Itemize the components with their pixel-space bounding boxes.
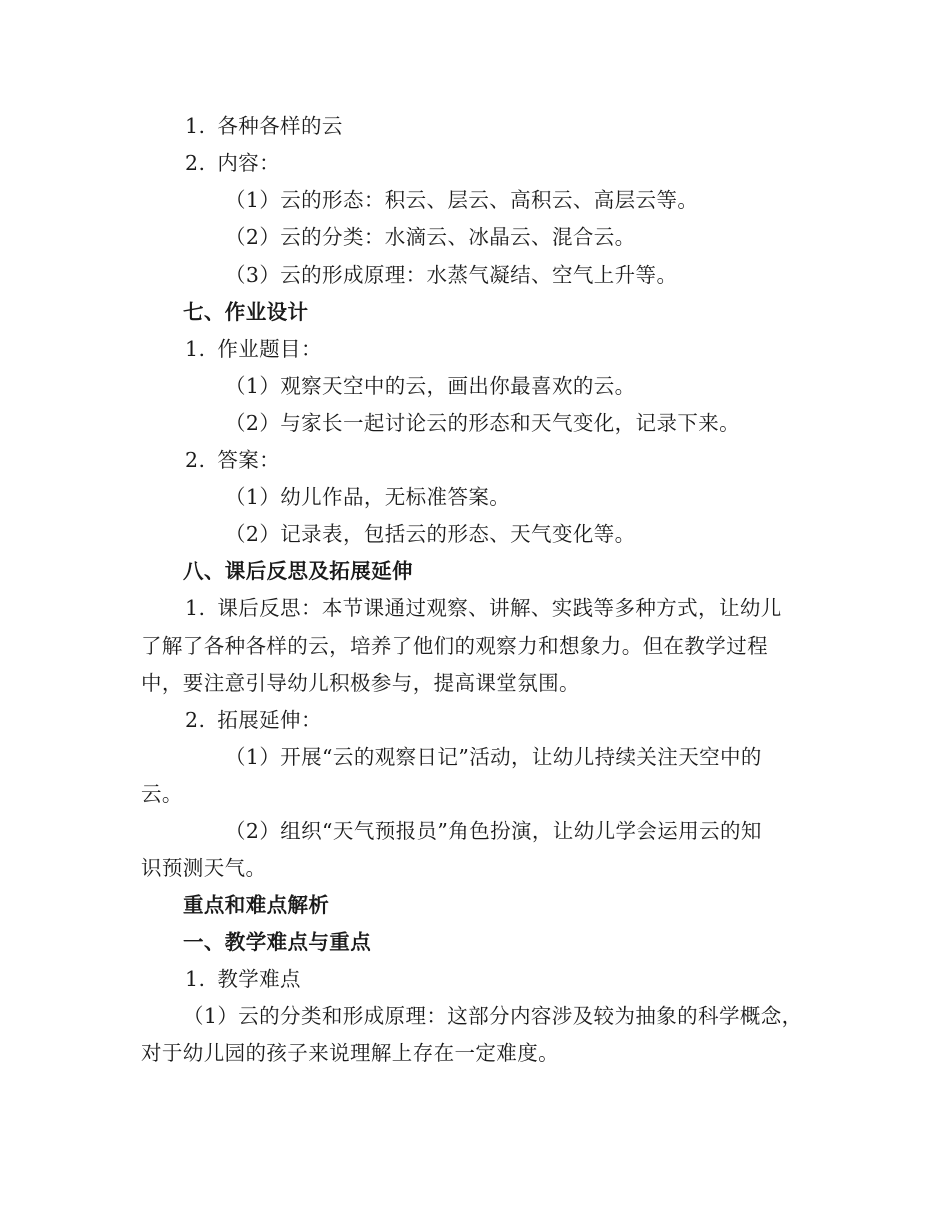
list-text: 各种各样的云 (217, 114, 343, 138)
list-number: 2. (185, 448, 206, 472)
list-text: 拓展延伸： (217, 708, 322, 732)
paragraph-line: 对于幼儿园的孩子来说理解上存在一定难度。 (141, 1041, 559, 1065)
list-item (185, 335, 322, 363)
list-number: 2. (185, 151, 206, 175)
sub-list-item: （1）幼儿作品，无标准答案。 (225, 485, 511, 509)
list-number: 1. (185, 967, 206, 991)
paragraph-line: 了解了各种各样的云，培养了他们的观察力和想象力。但在教学过程 (141, 634, 768, 658)
paragraph-line: （1）云的分类和形成原理：这部分内容涉及较为抽象的科学概念， (183, 1004, 803, 1028)
section-heading: 重点和难点解析 (183, 893, 330, 917)
section-heading: 七、作业设计 (183, 300, 309, 324)
list-item (185, 149, 280, 177)
sub-list-item: （2）组织“天气预报员”角色扮演，让幼儿学会运用云的知 (225, 819, 762, 843)
list-number: 2. (185, 708, 206, 732)
list-text: 作业题目： (217, 337, 322, 361)
sub-list-item: （1）云的形态：积云、层云、高积云、高层云等。 (225, 188, 699, 212)
sub-list-item: （1）观察天空中的云，画出你最喜欢的云。 (225, 374, 636, 398)
sub-list-item: （2）与家长一起讨论云的形态和天气变化，记录下来。 (225, 411, 741, 435)
paragraph-line: 云。 (141, 782, 183, 806)
list-item (185, 594, 782, 622)
list-number: 1. (185, 114, 206, 138)
section-heading: 一、教学难点与重点 (183, 930, 372, 954)
list-item (185, 965, 301, 993)
list-text: 内容： (217, 151, 281, 175)
list-item (185, 112, 343, 140)
sub-list-item: （1）开展“云的观察日记”活动，让幼儿持续关注天空中的 (225, 745, 762, 769)
list-item (185, 446, 280, 474)
paragraph-line: 中，要注意引导幼儿积极参与，提高课堂氛围。 (141, 671, 580, 695)
sub-list-item: （2）云的分类：水滴云、冰晶云、混合云。 (225, 225, 636, 249)
sub-list-item: （3）云的形成原理：水蒸气凝结、空气上升等。 (225, 263, 678, 287)
list-text: 教学难点 (217, 967, 301, 991)
list-number: 1. (185, 596, 206, 620)
list-text: 课后反思：本节课通过观察、讲解、实践等多种方式，让幼儿 (217, 596, 782, 620)
list-text: 答案： (217, 448, 281, 472)
section-heading: 八、课后反思及拓展延伸 (183, 559, 413, 583)
sub-list-item: （2）记录表，包括云的形态、天气变化等。 (225, 522, 636, 546)
paragraph-line: 识预测天气。 (141, 856, 267, 880)
list-item (185, 706, 322, 734)
list-number: 1. (185, 337, 206, 361)
